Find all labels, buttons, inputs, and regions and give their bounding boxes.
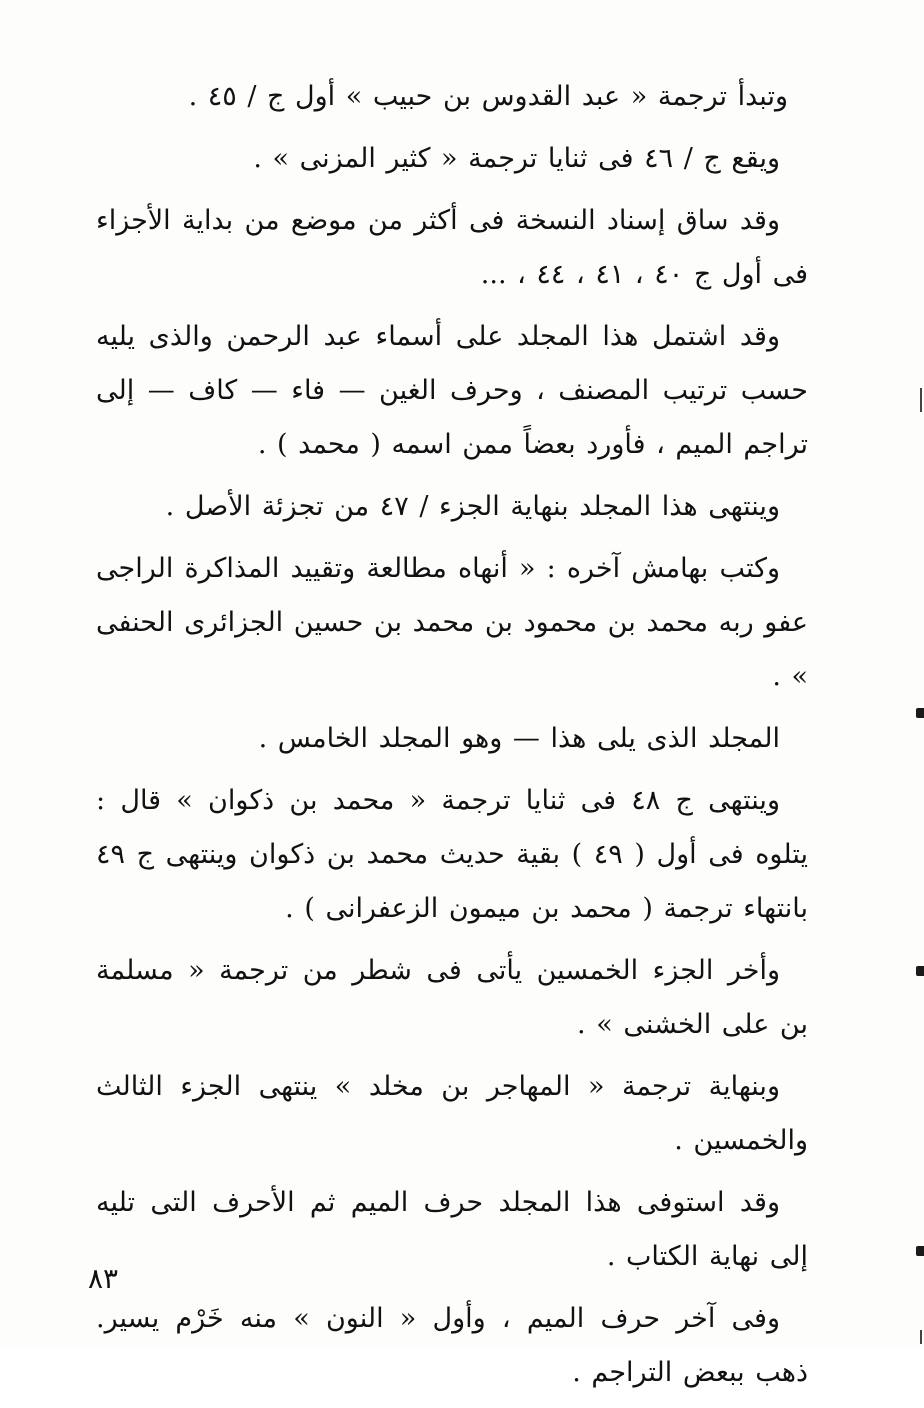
paragraph-10: وبنهاية ترجمة « المهاجر بن مخلد » ينتهى الجزء الثالث والخمسين . (96, 1071, 808, 1156)
scan-edge-tick (920, 1330, 922, 1344)
paragraph-2: ويقع ج / ٤٦ فى ثنايا ترجمة « كثير المزنى » . (253, 143, 780, 174)
scan-edge-mark (916, 708, 924, 718)
scan-edge-mark (916, 966, 924, 976)
paragraph-12: وفى آخر حرف الميم ، وأول « النون » منه خَرْم يسير. ذهب ببعض التراجم . (96, 1303, 808, 1388)
paragraph-4: وقد اشتمل هذا المجلد على أسماء عبد الرحمن والذى يليه حسب ترتيب المصنف ، وحرف الغين — فاء — كاف — إلى تراجم الميم ، فأورد بعضاً ممن اسمه ( محمد ) . (96, 321, 808, 460)
paragraph-3: وقد ساق إسناد النسخة فى أكثر من موضع من بداية الأجزاء فى أول ج ٤٠ ، ٤١ ، ٤٤ ، ... (96, 205, 808, 290)
paragraph-5: وينتهى هذا المجلد بنهاية الجزء / ٤٧ من تجزئة الأصل . (165, 491, 780, 522)
scan-edge-tick (920, 388, 922, 412)
paragraph-8: وينتهى ج ٤٨ فى ثنايا ترجمة « محمد بن ذكوان » قال : يتلوه فى أول ( ٤٩ ) بقية حديث محمد بن ذكوان وينتهى ج ٤٩ بانتهاء ترجمة ( محمد بن ميمون الزعفرانى ) . (96, 785, 808, 924)
scan-edge-mark (916, 1246, 924, 1256)
paragraph-7: المجلد الذى يلى هذا — وهو المجلد الخامس . (258, 723, 780, 754)
paragraph-9: وأخر الجزء الخمسين يأتى فى شطر من ترجمة « مسلمة بن على الخشنى » . (96, 955, 808, 1040)
page-body (96, 70, 808, 1408)
page-number: ٨٣ (88, 1262, 119, 1295)
paragraph-11: وقد استوفى هذا المجلد حرف الميم ثم الأحرف التى تليه إلى نهاية الكتاب . (96, 1187, 808, 1272)
paragraph-6: وكتب بهامش آخره : « أنهاه مطالعة وتقييد المذاكرة الراجى عفو ربه محمد بن محمود بن محمد بن حسين الجزائرى الحنفى » . (96, 553, 808, 692)
paragraph-1: وتبدأ ترجمة « عبد القدوس بن حبيب » أول ج / ٤٥ . (188, 81, 788, 112)
